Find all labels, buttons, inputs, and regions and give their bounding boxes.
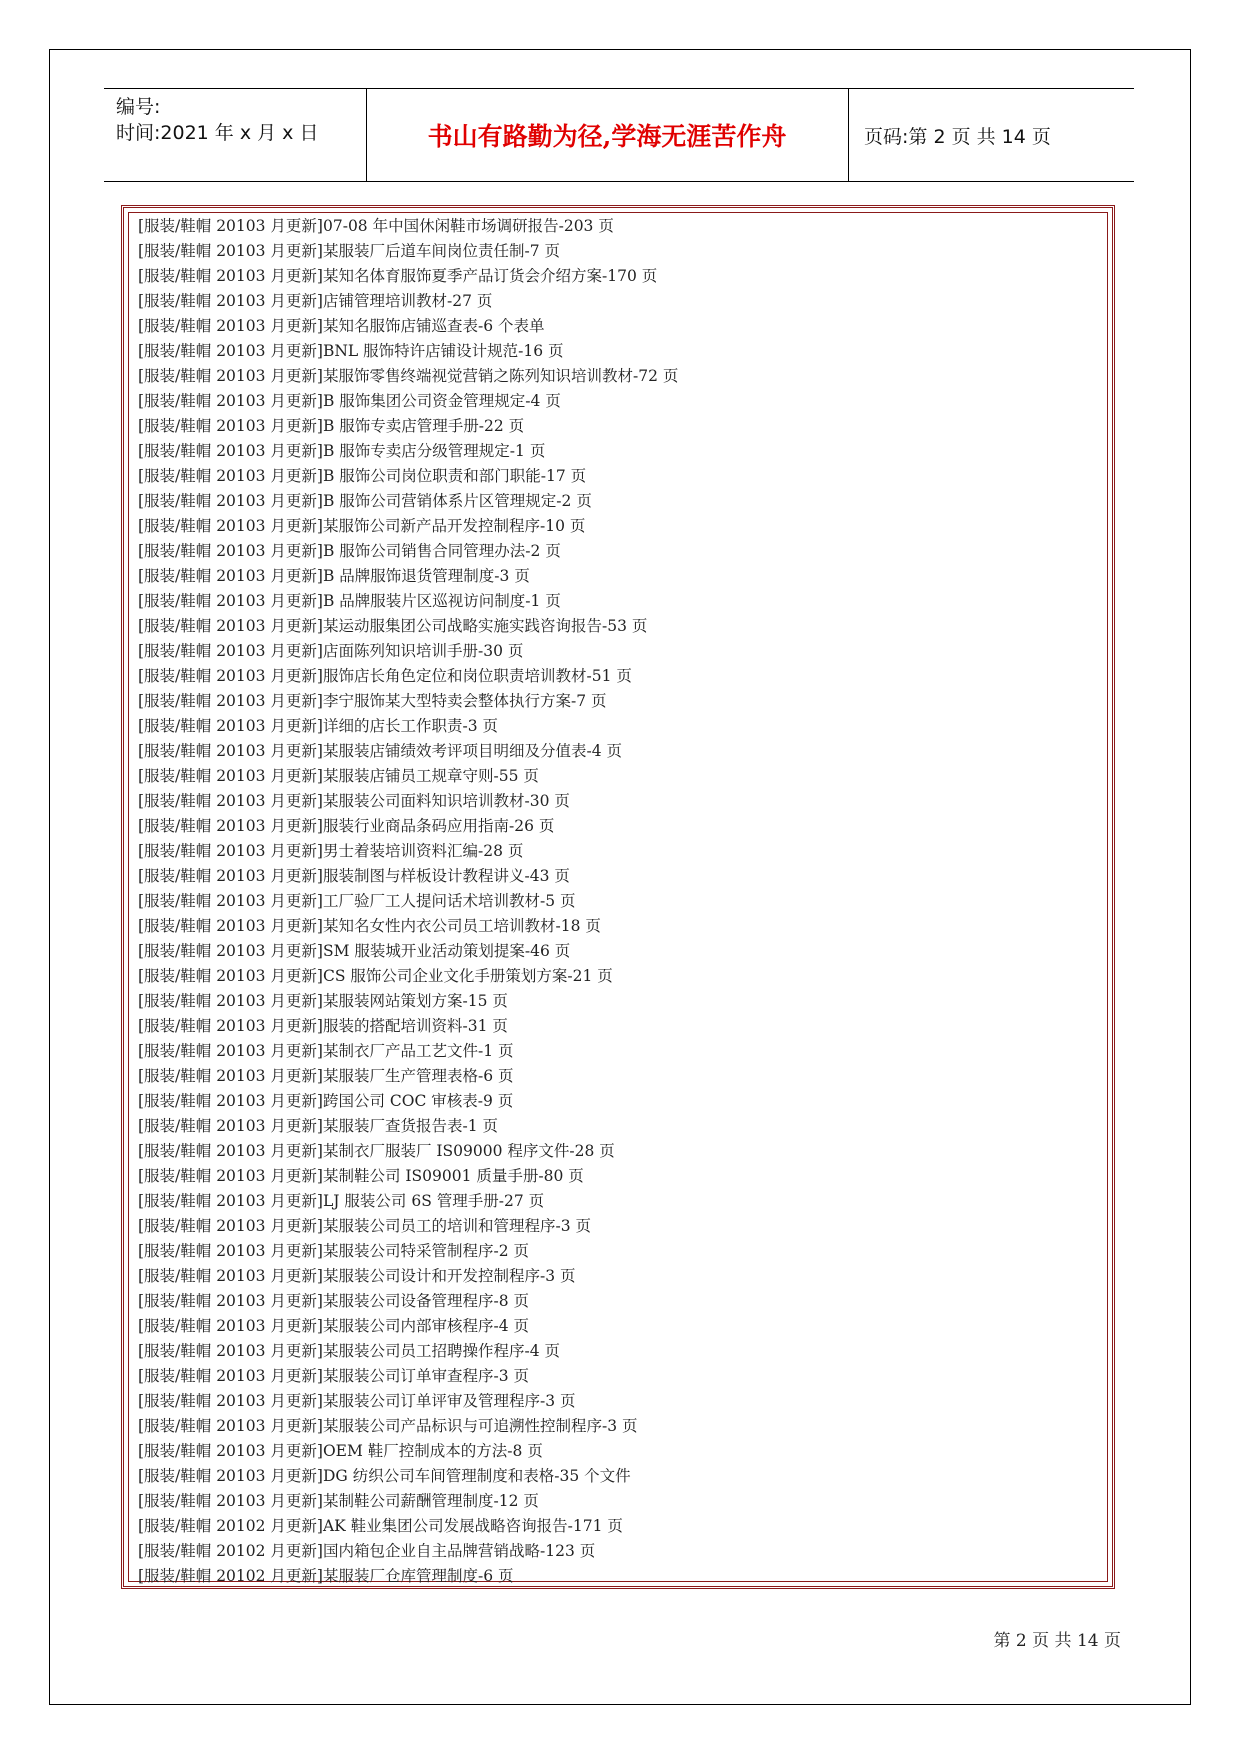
list-item: [服装/鞋帽 20103 月更新]某服装网站策划方案-15 页 (138, 992, 508, 1010)
list-item: [服装/鞋帽 20103 月更新]某服装店铺员工规章守则-55 页 (138, 767, 539, 785)
list-item: [服装/鞋帽 20103 月更新]07-08 年中国休闲鞋市场调研报告-203 页 (138, 217, 614, 235)
list-item: [服装/鞋帽 20103 月更新]CS 服饰公司企业文化手册策划方案-21 页 (138, 967, 613, 985)
list-item: [服装/鞋帽 20103 月更新]某服装公司产品标识与可追溯性控制程序-3 页 (138, 1417, 638, 1435)
list-item: [服装/鞋帽 20103 月更新]工厂验厂工人提问话术培训教材-5 页 (138, 892, 576, 910)
list-item: [服装/鞋帽 20102 月更新]国内箱包企业自主品牌营销战略-123 页 (138, 1542, 596, 1560)
list-item: [服装/鞋帽 20103 月更新]BNL 服饰特许店铺设计规范-16 页 (138, 342, 564, 360)
list-item: [服装/鞋帽 20103 月更新]B 品牌服饰退货管理制度-3 页 (138, 567, 530, 585)
list-item: [服装/鞋帽 20103 月更新]某知名服饰店铺巡查表-6 个表单 (138, 317, 545, 335)
list-item: [服装/鞋帽 20103 月更新]B 品牌服装片区巡视访问制度-1 页 (138, 592, 561, 610)
list-item: [服装/鞋帽 20103 月更新]某制衣厂服装厂 IS09000 程序文件-28 页 (138, 1142, 615, 1160)
list-item: [服装/鞋帽 20103 月更新]LJ 服装公司 6S 管理手册-27 页 (138, 1192, 545, 1210)
list-item: [服装/鞋帽 20103 月更新]服装行业商品条码应用指南-26 页 (138, 817, 555, 835)
list-item: [服装/鞋帽 20103 月更新]某服装公司面料知识培训教材-30 页 (138, 792, 570, 810)
list-item: [服装/鞋帽 20103 月更新]男士着装培训资料汇编-28 页 (138, 842, 524, 860)
list-item: [服装/鞋帽 20103 月更新]某服装公司员工的培训和管理程序-3 页 (138, 1217, 592, 1235)
list-item: [服装/鞋帽 20103 月更新]某服装公司设计和开发控制程序-3 页 (138, 1267, 576, 1285)
list-item: [服装/鞋帽 20103 月更新]某服装厂后道车间岗位责任制-7 页 (138, 242, 561, 260)
document-time-label: 时间:2021 年 x 月 x 日 (116, 122, 319, 144)
list-item: [服装/鞋帽 20103 月更新]某服饰零售终端视觉营销之陈列知识培训教材-72 页 (138, 367, 679, 385)
list-item: [服装/鞋帽 20103 月更新]某制衣厂产品工艺文件-1 页 (138, 1042, 514, 1060)
list-item: [服装/鞋帽 20102 月更新]某服装厂仓库管理制度-6 页 (138, 1567, 514, 1585)
list-item: [服装/鞋帽 20103 月更新]李宁服饰某大型特卖会整体执行方案-7 页 (138, 692, 607, 710)
list-item: [服装/鞋帽 20103 月更新]某知名女性内衣公司员工培训教材-18 页 (138, 917, 601, 935)
list-item: [服装/鞋帽 20103 月更新]详细的店长工作职责-3 页 (138, 717, 499, 735)
list-item: [服装/鞋帽 20103 月更新]某制鞋公司薪酬管理制度-12 页 (138, 1492, 539, 1510)
list-item: [服装/鞋帽 20103 月更新]某制鞋公司 IS09001 质量手册-80 页 (138, 1167, 584, 1185)
list-item: [服装/鞋帽 20103 月更新]某服装公司内部审核程序-4 页 (138, 1317, 530, 1335)
list-item: [服装/鞋帽 20103 月更新]店面陈列知识培训手册-30 页 (138, 642, 524, 660)
list-item: [服装/鞋帽 20103 月更新]某服装厂查货报告表-1 页 (138, 1117, 499, 1135)
list-item: [服装/鞋帽 20103 月更新]B 服饰公司岗位职责和部门职能-17 页 (138, 467, 587, 485)
list-item: [服装/鞋帽 20102 月更新]AK 鞋业集团公司发展战略咨询报告-171 页 (138, 1517, 623, 1535)
list-item: [服装/鞋帽 20103 月更新]跨国公司 COC 审核表-9 页 (138, 1092, 514, 1110)
list-item: [服装/鞋帽 20103 月更新]服饰店长角色定位和岗位职责培训教材-51 页 (138, 667, 632, 685)
list-item: [服装/鞋帽 20103 月更新]B 服饰公司营销体系片区管理规定-2 页 (138, 492, 592, 510)
header-page-number: 页码:第 2 页 共 14 页 (864, 125, 1051, 148)
list-item: [服装/鞋帽 20103 月更新]某服饰公司新产品开发控制程序-10 页 (138, 517, 586, 535)
list-item: [服装/鞋帽 20103 月更新]某服装店铺绩效考评项目明细及分值表-4 页 (138, 742, 623, 760)
document-list-box (121, 205, 1115, 1589)
list-item: [服装/鞋帽 20103 月更新]店铺管理培训教材-27 页 (138, 292, 493, 310)
header-divider-right (848, 88, 849, 182)
list-item: [服装/鞋帽 20103 月更新]某服装公司订单评审及管理程序-3 页 (138, 1392, 576, 1410)
list-item: [服装/鞋帽 20103 月更新]SM 服装城开业活动策划提案-46 页 (138, 942, 571, 960)
document-number-label: 编号: (116, 96, 161, 118)
header-meta (116, 94, 318, 146)
list-item: [服装/鞋帽 20103 月更新]某服装公司订单审查程序-3 页 (138, 1367, 530, 1385)
page-footer: 第 2 页 共 14 页 (993, 1631, 1121, 1651)
list-item: [服装/鞋帽 20103 月更新]某服装公司特采管制程序-2 页 (138, 1242, 530, 1260)
list-item: [服装/鞋帽 20103 月更新]B 服饰专卖店管理手册-22 页 (138, 417, 525, 435)
list-item: [服装/鞋帽 20103 月更新]B 服饰公司销售合同管理办法-2 页 (138, 542, 561, 560)
list-item: [服装/鞋帽 20103 月更新]B 服饰专卖店分级管理规定-1 页 (138, 442, 546, 460)
list-item: [服装/鞋帽 20103 月更新]某服装公司员工招聘操作程序-4 页 (138, 1342, 561, 1360)
list-item: [服装/鞋帽 20103 月更新]DG 纺织公司车间管理制度和表格-35 个文件 (138, 1467, 631, 1485)
list-item: [服装/鞋帽 20103 月更新]服装的搭配培训资料-31 页 (138, 1017, 508, 1035)
list-item: [服装/鞋帽 20103 月更新]某服装公司设备管理程序-8 页 (138, 1292, 530, 1310)
list-item: [服装/鞋帽 20103 月更新]服装制图与样板设计教程讲义-43 页 (138, 867, 570, 885)
list-item: [服装/鞋帽 20103 月更新]B 服饰集团公司资金管理规定-4 页 (138, 392, 561, 410)
document-list (138, 214, 678, 1589)
page-header (104, 88, 1134, 182)
list-item: [服装/鞋帽 20103 月更新]OEM 鞋厂控制成本的方法-8 页 (138, 1442, 543, 1460)
list-item: [服装/鞋帽 20103 月更新]某服装厂生产管理表格-6 页 (138, 1067, 514, 1085)
list-item: [服装/鞋帽 20103 月更新]某运动服集团公司战略实施实践咨询报告-53 页 (138, 617, 648, 635)
list-item: [服装/鞋帽 20103 月更新]某知名体育服饰夏季产品订货会介绍方案-170 页 (138, 267, 658, 285)
header-motto: 书山有路勤为径,学海无涯苦作舟 (427, 122, 787, 151)
